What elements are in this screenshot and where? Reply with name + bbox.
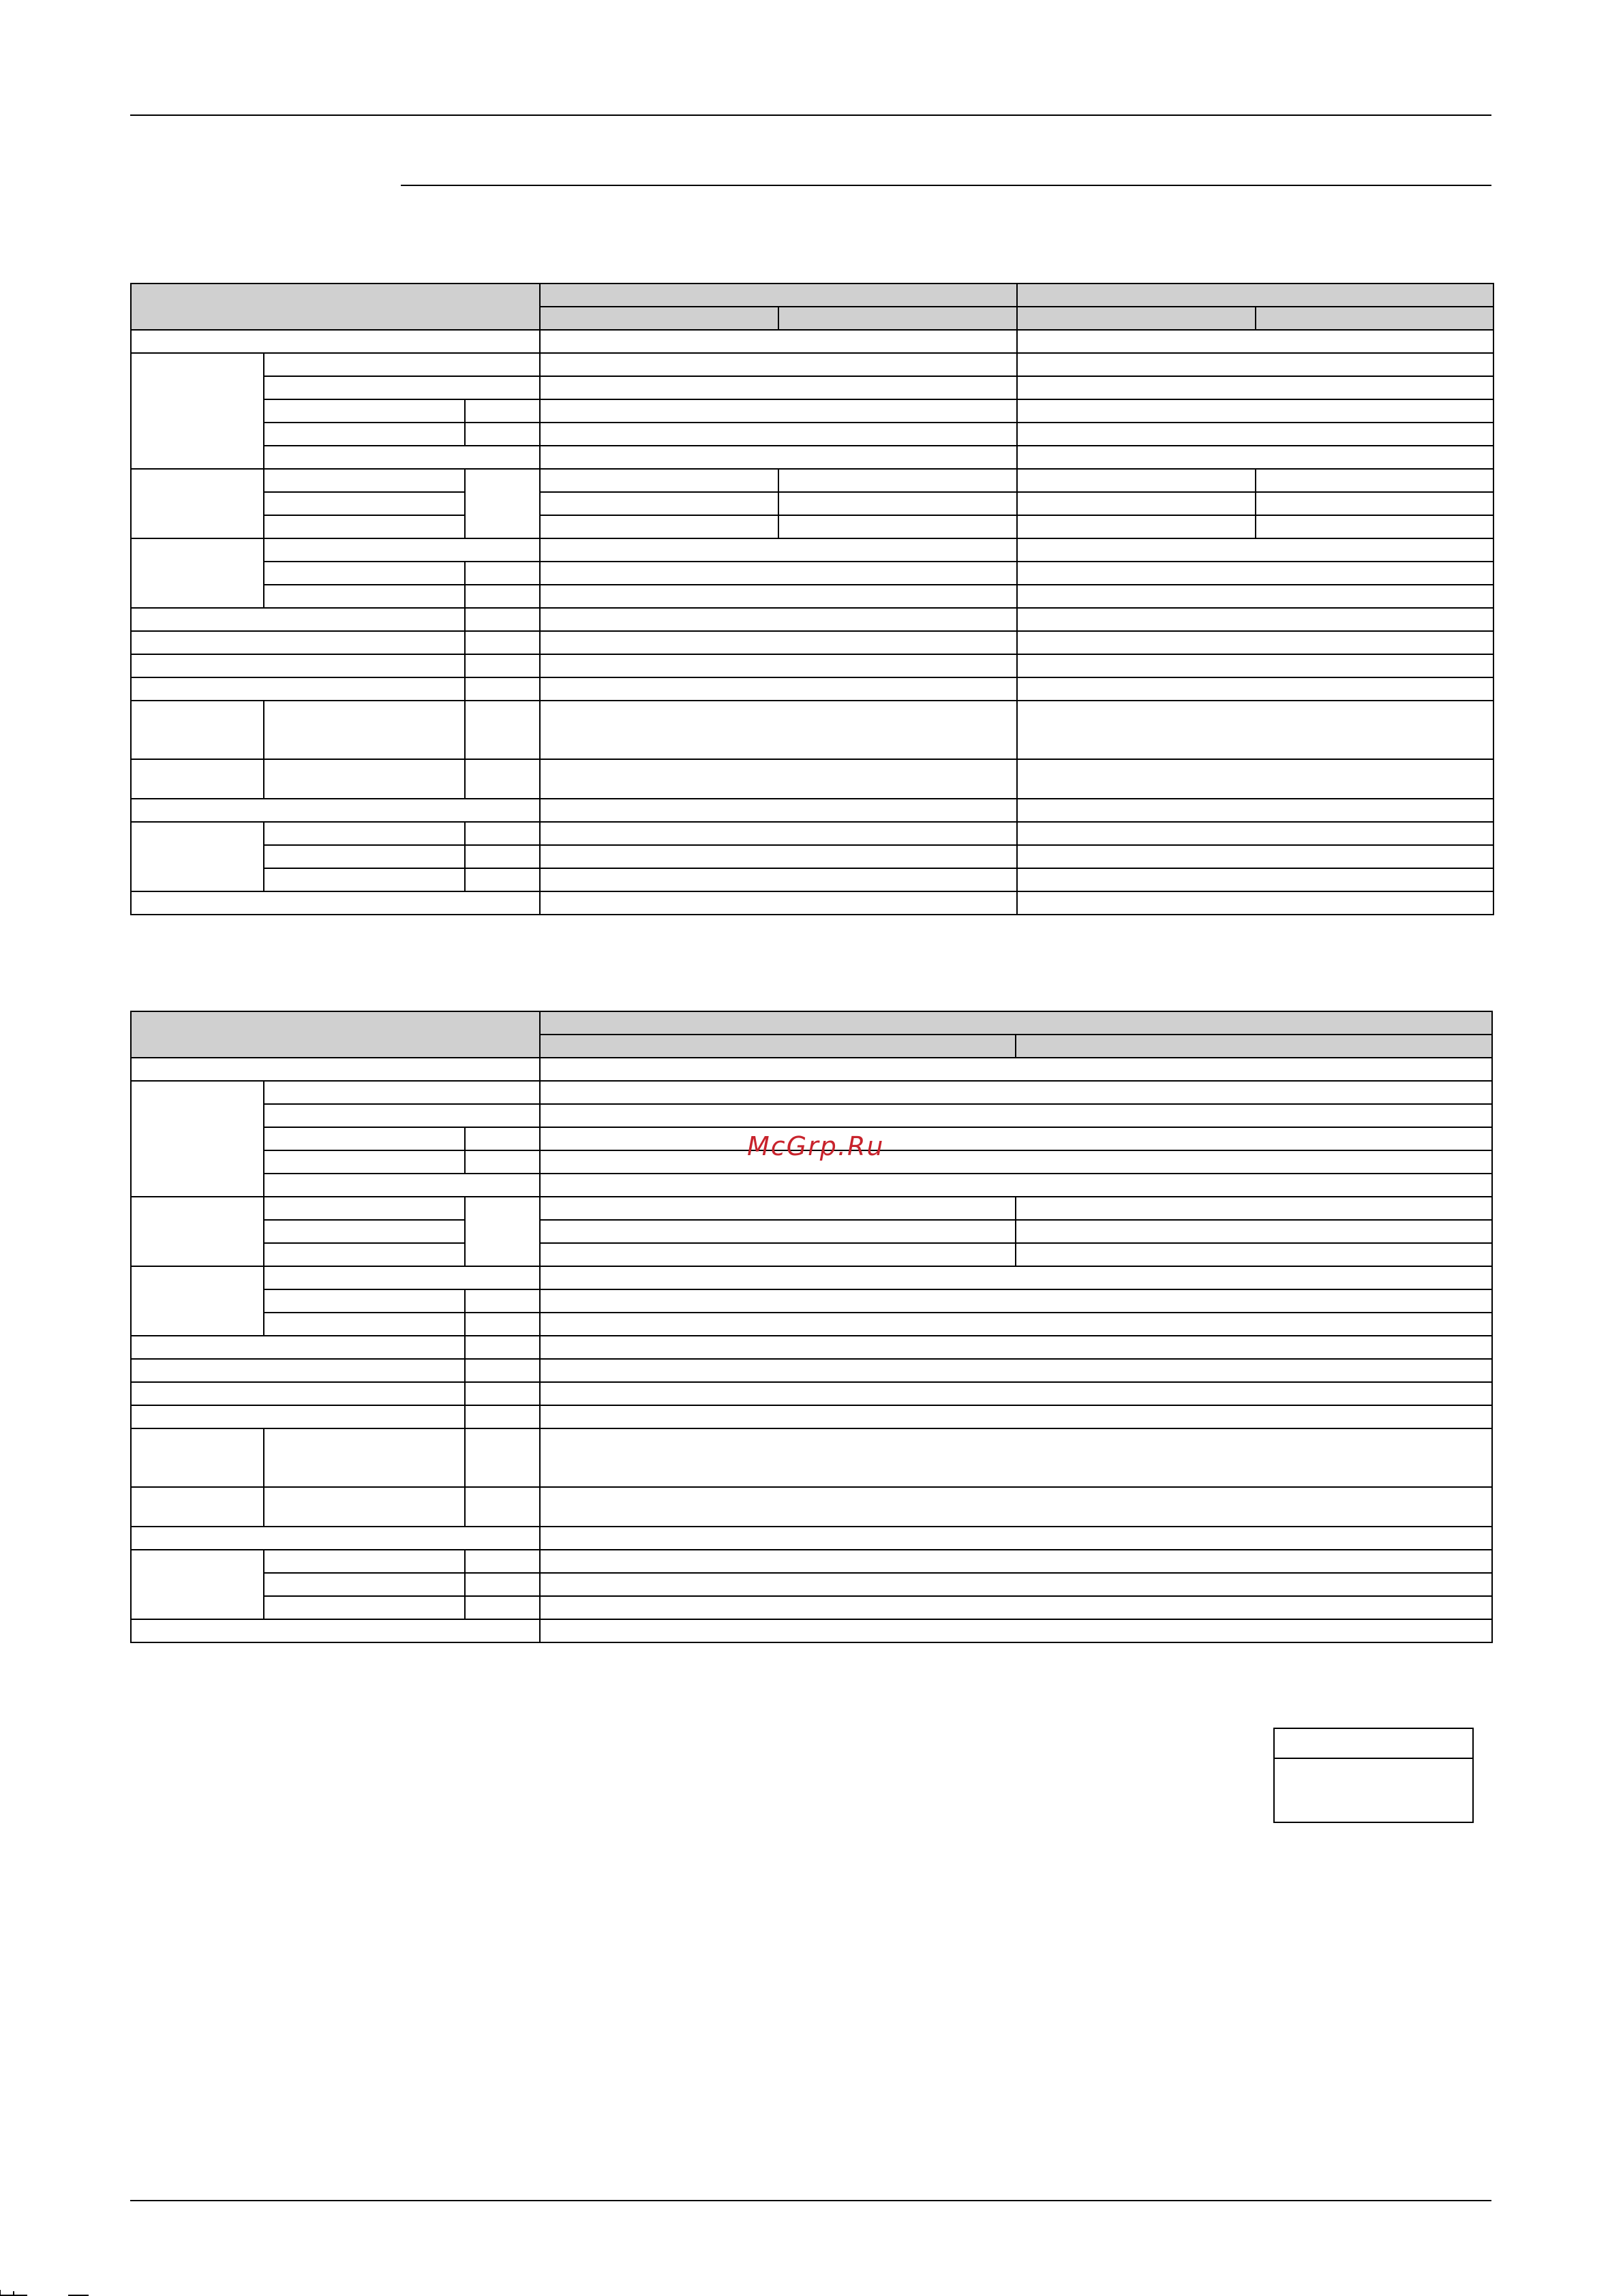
table-subheader [1017,307,1256,330]
table-row [131,1289,1492,1313]
table-row [131,1359,1492,1382]
table-row [131,1313,1492,1336]
table-row [131,1336,1492,1359]
table-row [131,1220,1492,1243]
table-row [131,1058,1492,1081]
table-subheader [1256,307,1493,330]
page-corner-mark-icon [0,2282,89,2296]
table-row [131,1487,1492,1527]
table-row [131,1081,1492,1104]
table-row [131,538,1493,562]
table-row [131,1550,1492,1573]
section-title-rule [401,185,1491,186]
table-subheader [540,307,778,330]
spec-table-1 [130,283,1494,915]
table-subheader [778,307,1017,330]
table-row [131,1382,1492,1405]
table-row [131,701,1493,759]
table-row [131,677,1493,701]
table-row [131,585,1493,608]
table-row [131,1596,1492,1619]
table-row [131,284,1493,307]
note-box-divider [1275,1758,1472,1759]
table-row [131,1428,1492,1487]
table-row [131,799,1493,822]
table-row [131,515,1493,538]
table-row [131,1405,1492,1428]
table-row [131,469,1493,492]
table-row [131,399,1493,423]
table-row [131,492,1493,515]
note-box [1273,1728,1474,1823]
table-row [131,1266,1492,1289]
table-row [131,1174,1492,1197]
header-rule [130,114,1491,116]
table-row [131,446,1493,469]
watermark-text: McGrp.Ru [747,1131,885,1161]
table-row [131,1104,1492,1127]
table-subheader [1016,1035,1492,1058]
table-row [131,562,1493,585]
spec-table-2 [130,1011,1493,1643]
table-row [131,353,1493,376]
table-row [131,822,1493,845]
table-row [131,845,1493,868]
table-row [131,1573,1492,1596]
table-row [131,1527,1492,1550]
table-row [131,376,1493,399]
table-header-model-b [1017,284,1493,307]
footer-rule [130,2200,1491,2201]
table-header-corner [131,1011,540,1058]
table-row [131,631,1493,654]
table-row [131,1243,1492,1266]
table-subheader [540,1035,1016,1058]
table-row [131,608,1493,631]
table-row [131,1197,1492,1220]
table-header-model-a [540,284,1017,307]
table-row [131,868,1493,891]
table-row [131,1011,1492,1035]
table-row [131,423,1493,446]
table-row [131,330,1493,353]
table-header-model [540,1011,1492,1035]
table-row [131,759,1493,799]
table-row [131,1619,1492,1642]
table-row [131,654,1493,677]
table-header-corner [131,284,540,330]
table-row [131,891,1493,915]
